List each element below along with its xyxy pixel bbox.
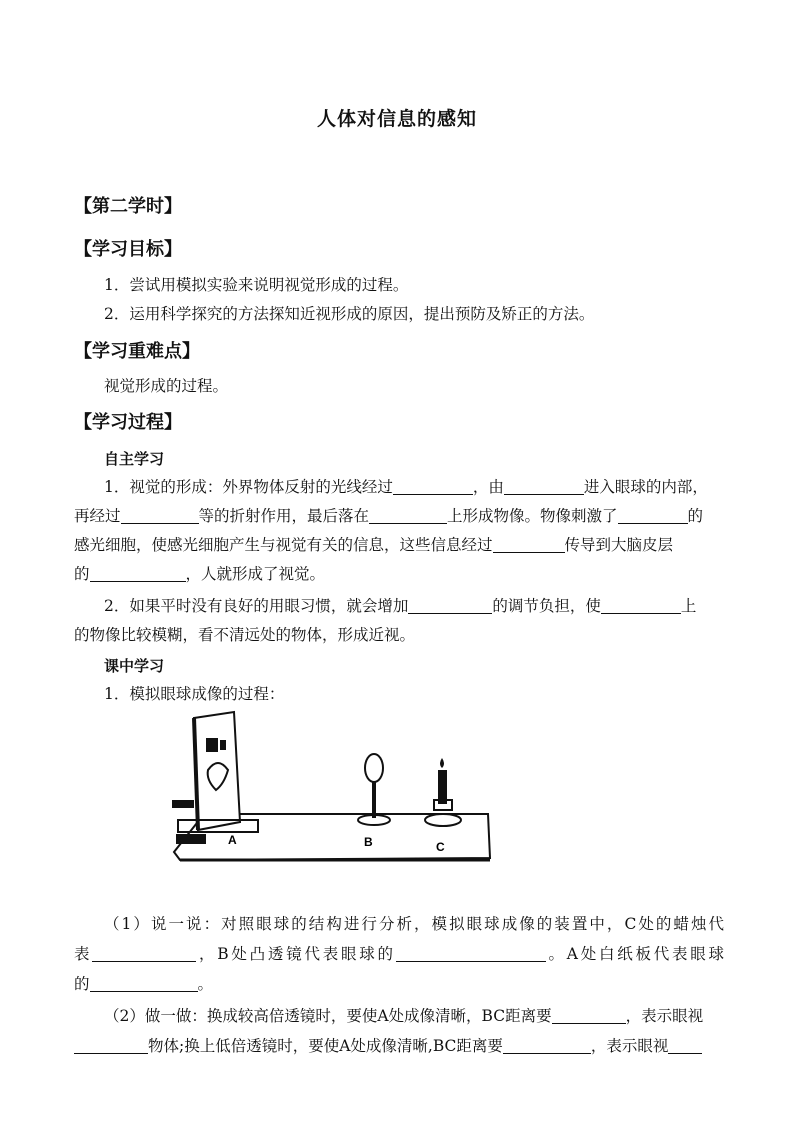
fill-blank[interactable] xyxy=(74,1037,148,1054)
fill-blank[interactable] xyxy=(552,1007,626,1024)
part1-text-a: （1）说一说：对照眼球的结构进行分析，模拟眼球成像的装置中，C处的蜡烛代 xyxy=(104,915,724,933)
q1-text-e: 等的折射作用，最后落在 xyxy=(198,507,370,525)
fill-blank[interactable] xyxy=(503,1037,591,1054)
part1-text-c: ，B处凸透镜代表眼球的 xyxy=(196,945,396,963)
q1-text-f: 上形成物像。物像刺激了 xyxy=(447,507,618,525)
part1-text-b: 表 xyxy=(74,945,93,963)
fill-blank[interactable] xyxy=(121,507,199,524)
q1-text-a: 1．视觉的形成：外界物体反射的光线经过 xyxy=(104,478,393,496)
fill-blank[interactable] xyxy=(618,507,688,524)
label-a: A xyxy=(228,833,237,847)
q2-text-b: 的调节负担，使 xyxy=(492,597,601,615)
q1-text-b: ，由 xyxy=(472,478,504,496)
goal-item-1: 1．尝试用模拟实验来说明视觉形成的过程。 xyxy=(104,276,409,294)
q1-line-4 xyxy=(74,564,325,584)
q2-text-c: 上 xyxy=(680,597,697,615)
part2-line-2 xyxy=(74,1036,702,1056)
label-b: B xyxy=(364,835,373,849)
fill-blank[interactable] xyxy=(493,536,565,553)
fill-blank[interactable] xyxy=(369,507,447,524)
q1-text-k: ，人就形成了视觉。 xyxy=(185,565,326,583)
q1-text-h: 感光细胞，使感光细胞产生与视觉有关的信息，这些信息经过 xyxy=(74,536,493,554)
self-study-subheading: 自主学习 xyxy=(104,450,165,468)
key-points-heading: 【学习重难点】 xyxy=(74,341,200,362)
q1-text-i: 传导到大脑皮层 xyxy=(564,536,674,554)
fill-blank[interactable] xyxy=(668,1037,702,1054)
label-c: C xyxy=(436,840,445,854)
part1-text-f: 。 xyxy=(197,975,214,993)
fill-blank[interactable] xyxy=(396,945,546,962)
q1-text-g: 的 xyxy=(687,507,704,525)
fill-blank[interactable] xyxy=(90,975,198,992)
part1-line-1 xyxy=(74,914,724,934)
class-study-subheading: 课中学习 xyxy=(104,657,165,675)
goal-item-2: 2．运用科学探究的方法探知近视形成的原因，提出预防及矫正的方法。 xyxy=(104,305,595,323)
fill-blank[interactable] xyxy=(90,565,186,582)
part2-text-c: 物体;换上低倍透镜时，要使A处成像清晰,BC距离要 xyxy=(148,1037,503,1055)
part2-text-a: （2）做一做：换成较高倍透镜时，要使A处成像清晰，BC距离要 xyxy=(104,1007,552,1025)
q1-line-2 xyxy=(74,506,703,526)
simulation-title: 1．模拟眼球成像的过程： xyxy=(104,685,285,703)
q1-line-1 xyxy=(104,477,708,497)
page-title: 人体对信息的感知 xyxy=(316,108,477,130)
part1-line-3 xyxy=(74,974,213,994)
period-heading: 【第二学时】 xyxy=(74,196,182,217)
fill-blank[interactable] xyxy=(393,478,473,495)
q2-line-2: 的物像比较模糊，看不清远处的物体，形成近视。 xyxy=(74,626,416,644)
q1-line-3 xyxy=(74,535,673,555)
goals-heading: 【学习目标】 xyxy=(74,239,182,260)
fill-blank[interactable] xyxy=(504,478,584,495)
part2-text-d: ，表示眼视 xyxy=(590,1037,669,1055)
q1-text-c: 进入眼球的内部， xyxy=(583,478,708,496)
eye-simulation-figure xyxy=(168,710,498,870)
key-points-text: 视觉形成的过程。 xyxy=(104,377,229,395)
part1-text-e: 的 xyxy=(74,975,90,993)
q1-text-d: 再经过 xyxy=(74,507,121,525)
part1-line-2 xyxy=(74,944,724,964)
fill-blank[interactable] xyxy=(601,597,681,614)
part2-text-b: ，表示眼视 xyxy=(625,1007,704,1025)
fill-blank[interactable] xyxy=(92,945,196,962)
part2-line-1 xyxy=(104,1006,703,1026)
part1-text-d: 。A处白纸板代表眼球 xyxy=(545,945,724,963)
fill-blank[interactable] xyxy=(408,597,492,614)
q2-text-a: 2．如果平时没有良好的用眼习惯，就会增加 xyxy=(104,597,409,615)
q1-text-j: 的 xyxy=(74,565,90,583)
process-heading: 【学习过程】 xyxy=(74,412,182,433)
q2-line-1 xyxy=(104,596,696,616)
